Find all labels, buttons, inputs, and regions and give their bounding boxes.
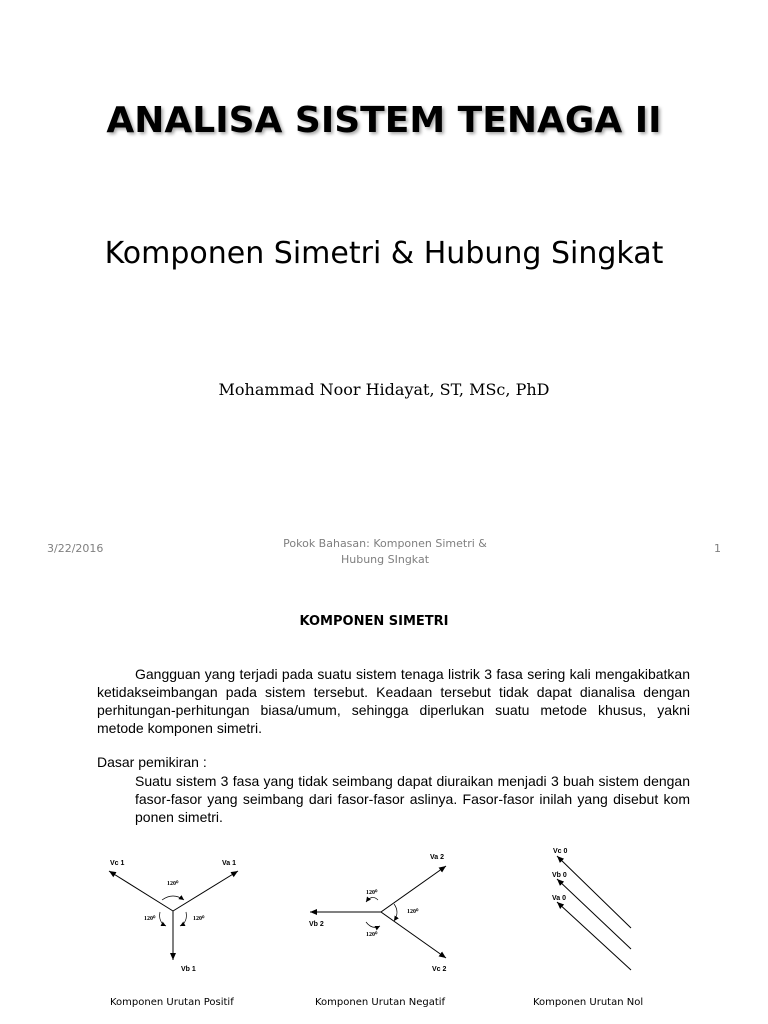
angle-neg-bottom: 120⁰ — [366, 932, 378, 938]
phasor-vc0 — [557, 856, 631, 928]
zero-sequence-diagram — [552, 848, 631, 970]
angle-arc-left — [160, 912, 166, 926]
positive-sequence-diagram — [109, 860, 238, 973]
caption-positive: Komponen Urutan Positif — [110, 997, 234, 1008]
phasor-vc2 — [381, 912, 446, 958]
angle-arc-neg-right — [394, 904, 397, 921]
label-va1: Va 1 — [222, 860, 237, 867]
footer-date: 3/22/2016 — [47, 542, 104, 555]
slide-subtitle: Komponen Simetri & Hubung Singkat — [104, 236, 664, 271]
angle-arc-top — [162, 896, 184, 900]
angle-neg-top: 120⁰ — [366, 890, 378, 896]
footer-page-number: 1 — [714, 542, 721, 555]
footer-topic-line2: Hubung SIngkat — [340, 553, 430, 566]
label-vc2: Vc 2 — [432, 966, 447, 973]
angle-neg-right: 120⁰ — [407, 909, 419, 915]
angle-top: 120⁰ — [167, 881, 179, 887]
label-vc1: Vc 1 — [110, 860, 125, 867]
phasor-vc1 — [109, 871, 173, 911]
angle-arc-neg-top — [366, 897, 378, 902]
phasor-vb0 — [557, 879, 631, 949]
dasar-label: Dasar pemikiran : — [97, 754, 207, 770]
label-va2: Va 2 — [430, 854, 445, 861]
caption-zero: Komponen Urutan Nol — [533, 997, 644, 1008]
phasor-va1 — [173, 871, 238, 911]
label-vb2: Vb 2 — [309, 921, 324, 928]
phasor-va0 — [557, 902, 631, 970]
slide-title: ANALISA SISTEM TENAGA II — [106, 100, 662, 141]
caption-negative: Komponen Urutan Negatif — [315, 997, 446, 1008]
slide-author: Mohammad Noor Hidayat, ST, MSc, PhD — [218, 380, 550, 399]
section-heading: KOMPONEN SIMETRI — [299, 614, 449, 629]
label-vb0: Vb 0 — [552, 872, 567, 879]
label-va0: Va 0 — [552, 895, 567, 902]
label-vb1: Vb 1 — [181, 966, 196, 973]
angle-arc-neg-bottom — [366, 922, 380, 927]
footer-topic-line1: Pokok Bahasan: Komponen Simetri & — [283, 537, 487, 550]
angle-arc-right — [180, 912, 186, 926]
label-vc0: Vc 0 — [553, 848, 568, 855]
angle-left: 120⁰ — [144, 916, 156, 922]
paragraph-dasar: Suatu sistem 3 fasa yang tidak seimbang dapat diuraikan menjadi 3 buah sistem dengan fasor-fasor yang seimbang dari fasor-fasor aslinya. Fasor-fasor inilah yang disebut kom ponen simetri. — [135, 773, 690, 825]
negative-sequence-diagram — [309, 854, 447, 973]
paragraph-intro: Gangguan yang terjadi pada suatu sistem tenaga listrik 3 fasa sering kali mengakibatkan ketidakseimbangan pada sistem tersebut. Keadaan tersebut tidak dapat dianalisa dengan perhitungan-perhitungan biasa/umum, sehingga diperlukan suatu metode khusus, yakni metode komponen simetri. — [97, 666, 690, 736]
phasor-va2 — [381, 866, 446, 912]
angle-right: 120⁰ — [193, 916, 205, 922]
